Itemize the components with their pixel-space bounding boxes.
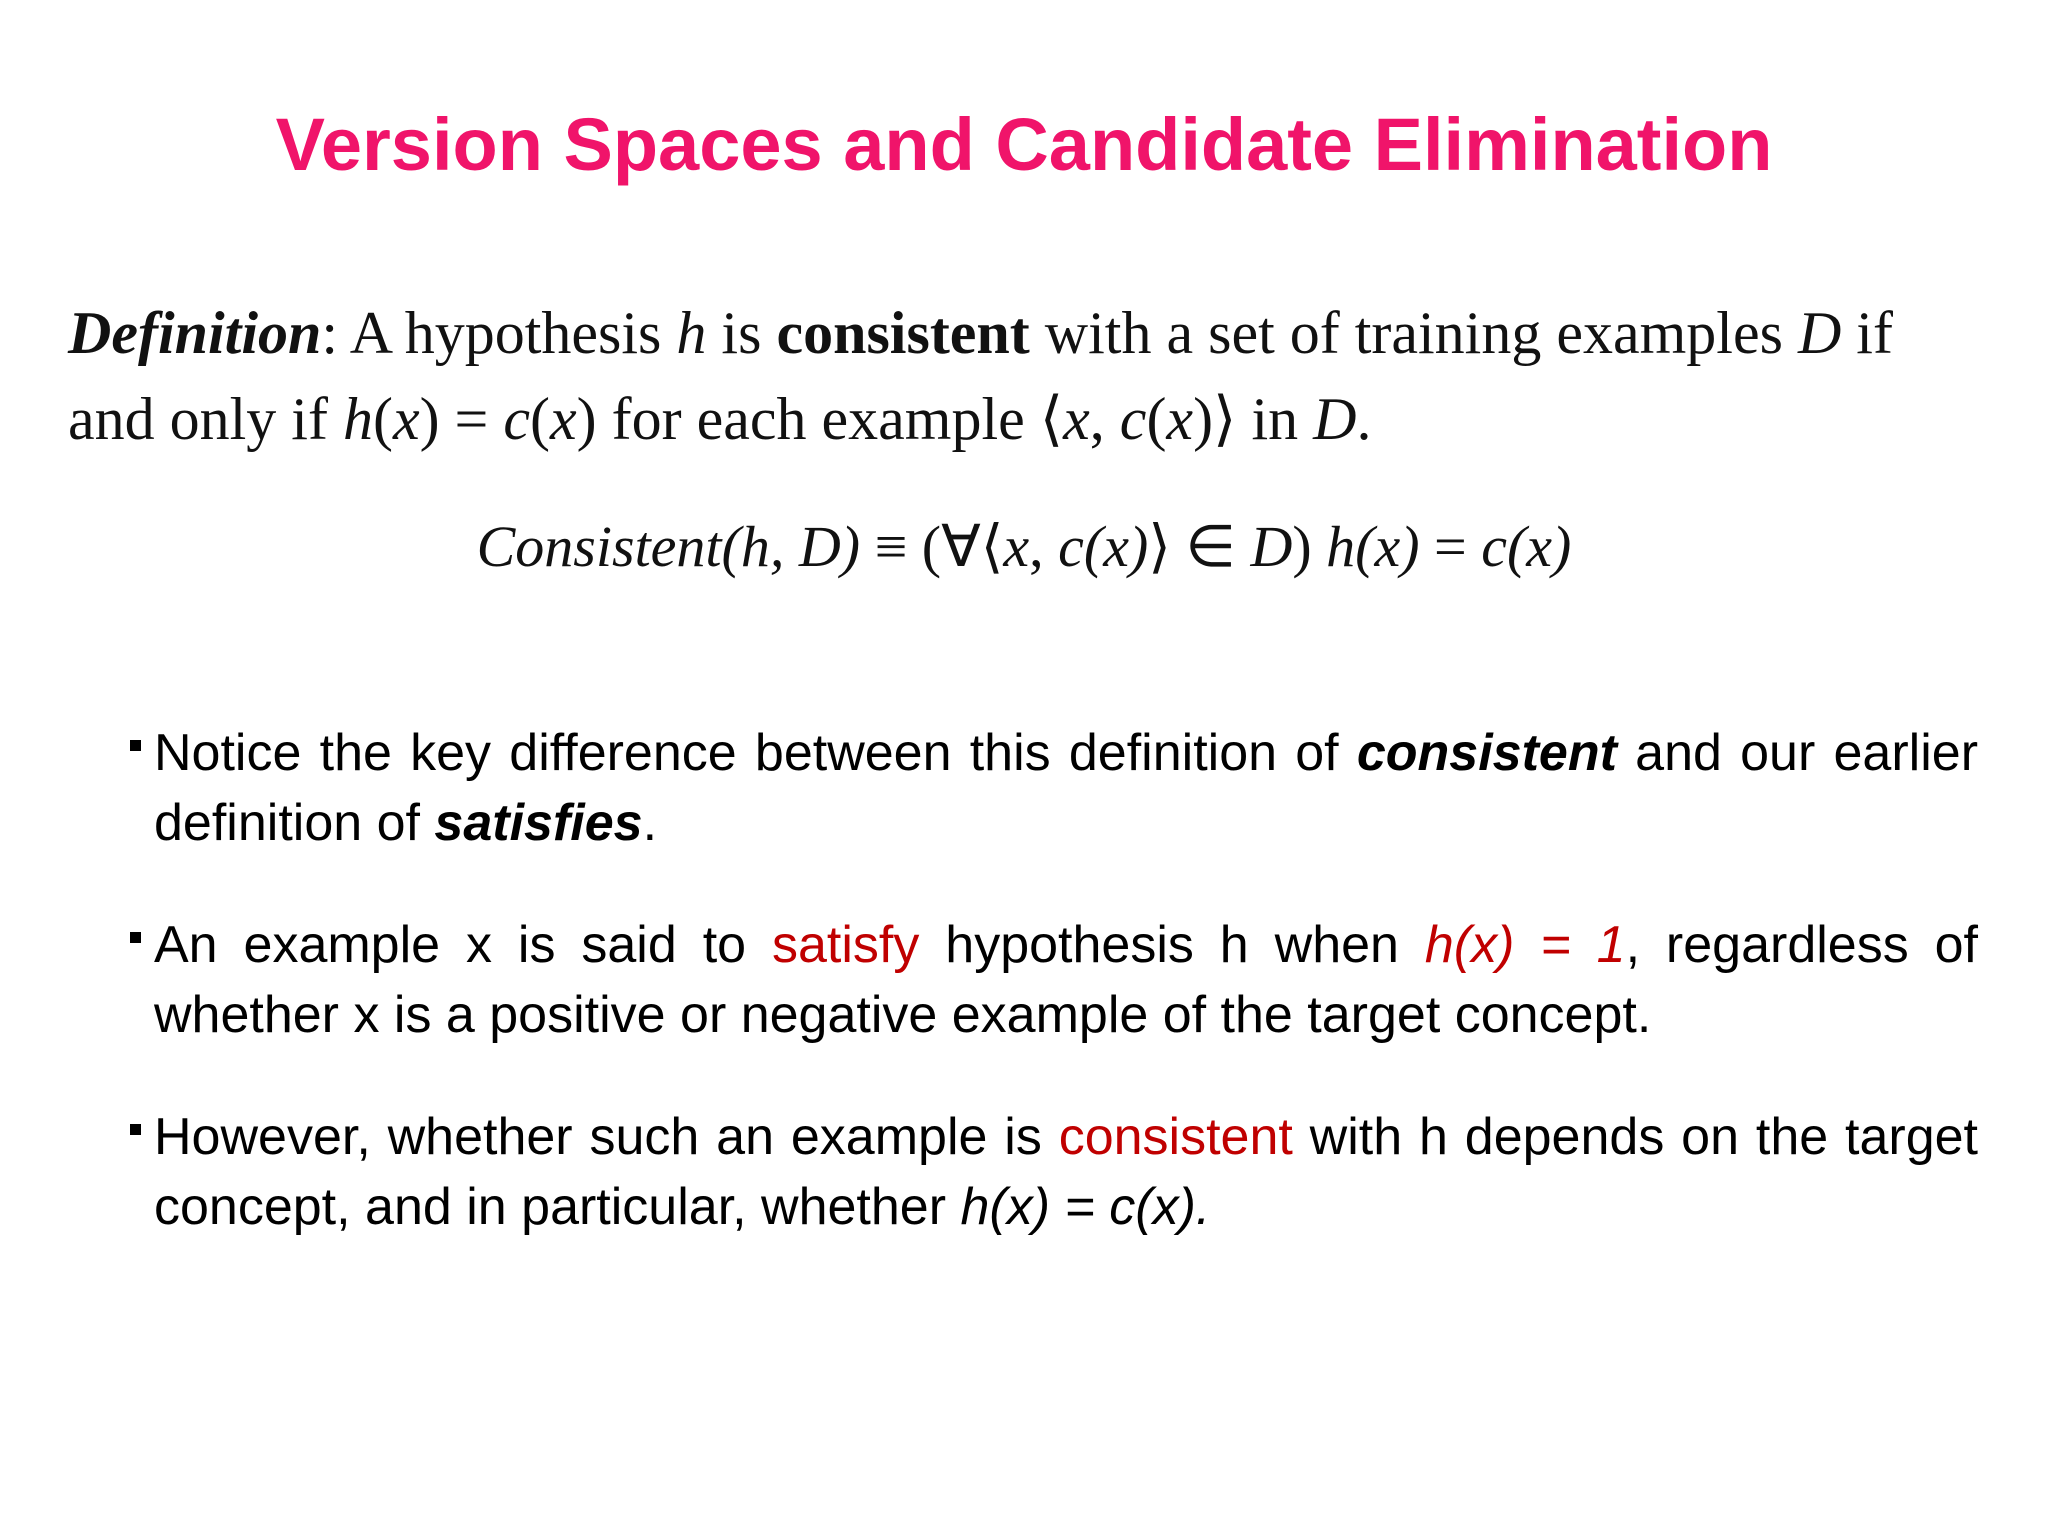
square-bullet-icon (130, 932, 141, 943)
bullet-text: . (642, 794, 658, 852)
definition-var-x: x (1063, 386, 1090, 452)
definition-var-x: x (392, 386, 420, 452)
definition-var-x: x (550, 386, 577, 452)
definition-text: with a set of training examples (1029, 300, 1798, 366)
definition-var-d: D (1797, 300, 1842, 366)
definition-var-c: c (503, 386, 531, 452)
definition-text: ( (530, 386, 551, 452)
formula-var-cx: c(x) (1481, 514, 1572, 579)
formula-text: , (1029, 514, 1059, 579)
formula-var-hx: h(x) (1326, 514, 1420, 579)
bullet-text: However, whether such an example is (154, 1108, 1059, 1166)
bullet-item (130, 910, 1978, 1050)
formula-text: ⟩ ∈ (1148, 514, 1251, 579)
definition-var-x: x (1166, 386, 1194, 452)
square-bullet-icon (130, 740, 141, 751)
definition-paragraph (68, 290, 1968, 462)
bullet-item (130, 1102, 1978, 1242)
definition-text: : A hypothesis (321, 300, 677, 366)
formula-text: ≡ (∀⟨ (860, 514, 1004, 579)
definition-var-d: D (1313, 386, 1357, 452)
formula-name: Consistent (476, 514, 722, 579)
bullet-item (130, 718, 1978, 858)
definition-var-h: h (676, 300, 707, 366)
formula-args: (h, D) (721, 514, 861, 579)
bullet-list (130, 718, 1978, 1294)
consistent-formula (0, 512, 2048, 582)
definition-term-consistent: consistent (776, 300, 1030, 366)
bullet-italic: h(x) = c(x). (960, 1178, 1211, 1236)
bullet-highlight: h(x) = 1 (1424, 916, 1626, 974)
definition-var-h: h (342, 386, 373, 452)
slide-title: Version Spaces and Candidate Elimination (275, 103, 1773, 186)
bullet-text: and our earlier definition of (154, 724, 1979, 852)
formula-text: ) (1292, 514, 1327, 579)
definition-text: ) = (419, 386, 504, 452)
bullet-emphasis: satisfies (434, 794, 643, 852)
bullet-text: Notice the key difference between this definition of (154, 724, 1357, 782)
bullet-text: with h depends on the target concept, and in particular, whether (154, 1108, 1978, 1236)
bullet-text: , regardless of whether x is a positive or negative example of the target concept. (154, 916, 1979, 1044)
definition-text: ) (576, 386, 597, 452)
bullet-highlight: consistent (1058, 1108, 1293, 1166)
bullet-emphasis: consistent (1356, 724, 1617, 782)
definition-var-c: c (1119, 386, 1147, 452)
formula-var-cx: c(x) (1058, 514, 1149, 579)
formula-var-x: x (1003, 514, 1030, 579)
definition-text: )⟩ in (1193, 386, 1314, 452)
formula-text: = (1419, 514, 1482, 579)
definition-text: for each example ⟨ (596, 386, 1064, 452)
definition-label: Definition (68, 300, 322, 366)
bullet-text: hypothesis h when (919, 916, 1425, 974)
definition-text: , (1089, 386, 1120, 452)
formula-var-d: D (1250, 514, 1293, 579)
definition-text: ( (1146, 386, 1167, 452)
square-bullet-icon (130, 1124, 141, 1135)
definition-text: is (706, 300, 777, 366)
definition-text: if and only if (68, 300, 1893, 452)
bullet-text: An example x is said to (154, 916, 772, 974)
definition-text: . (1356, 386, 1372, 452)
definition-text: ( (372, 386, 393, 452)
bullet-highlight: satisfy (771, 916, 920, 974)
